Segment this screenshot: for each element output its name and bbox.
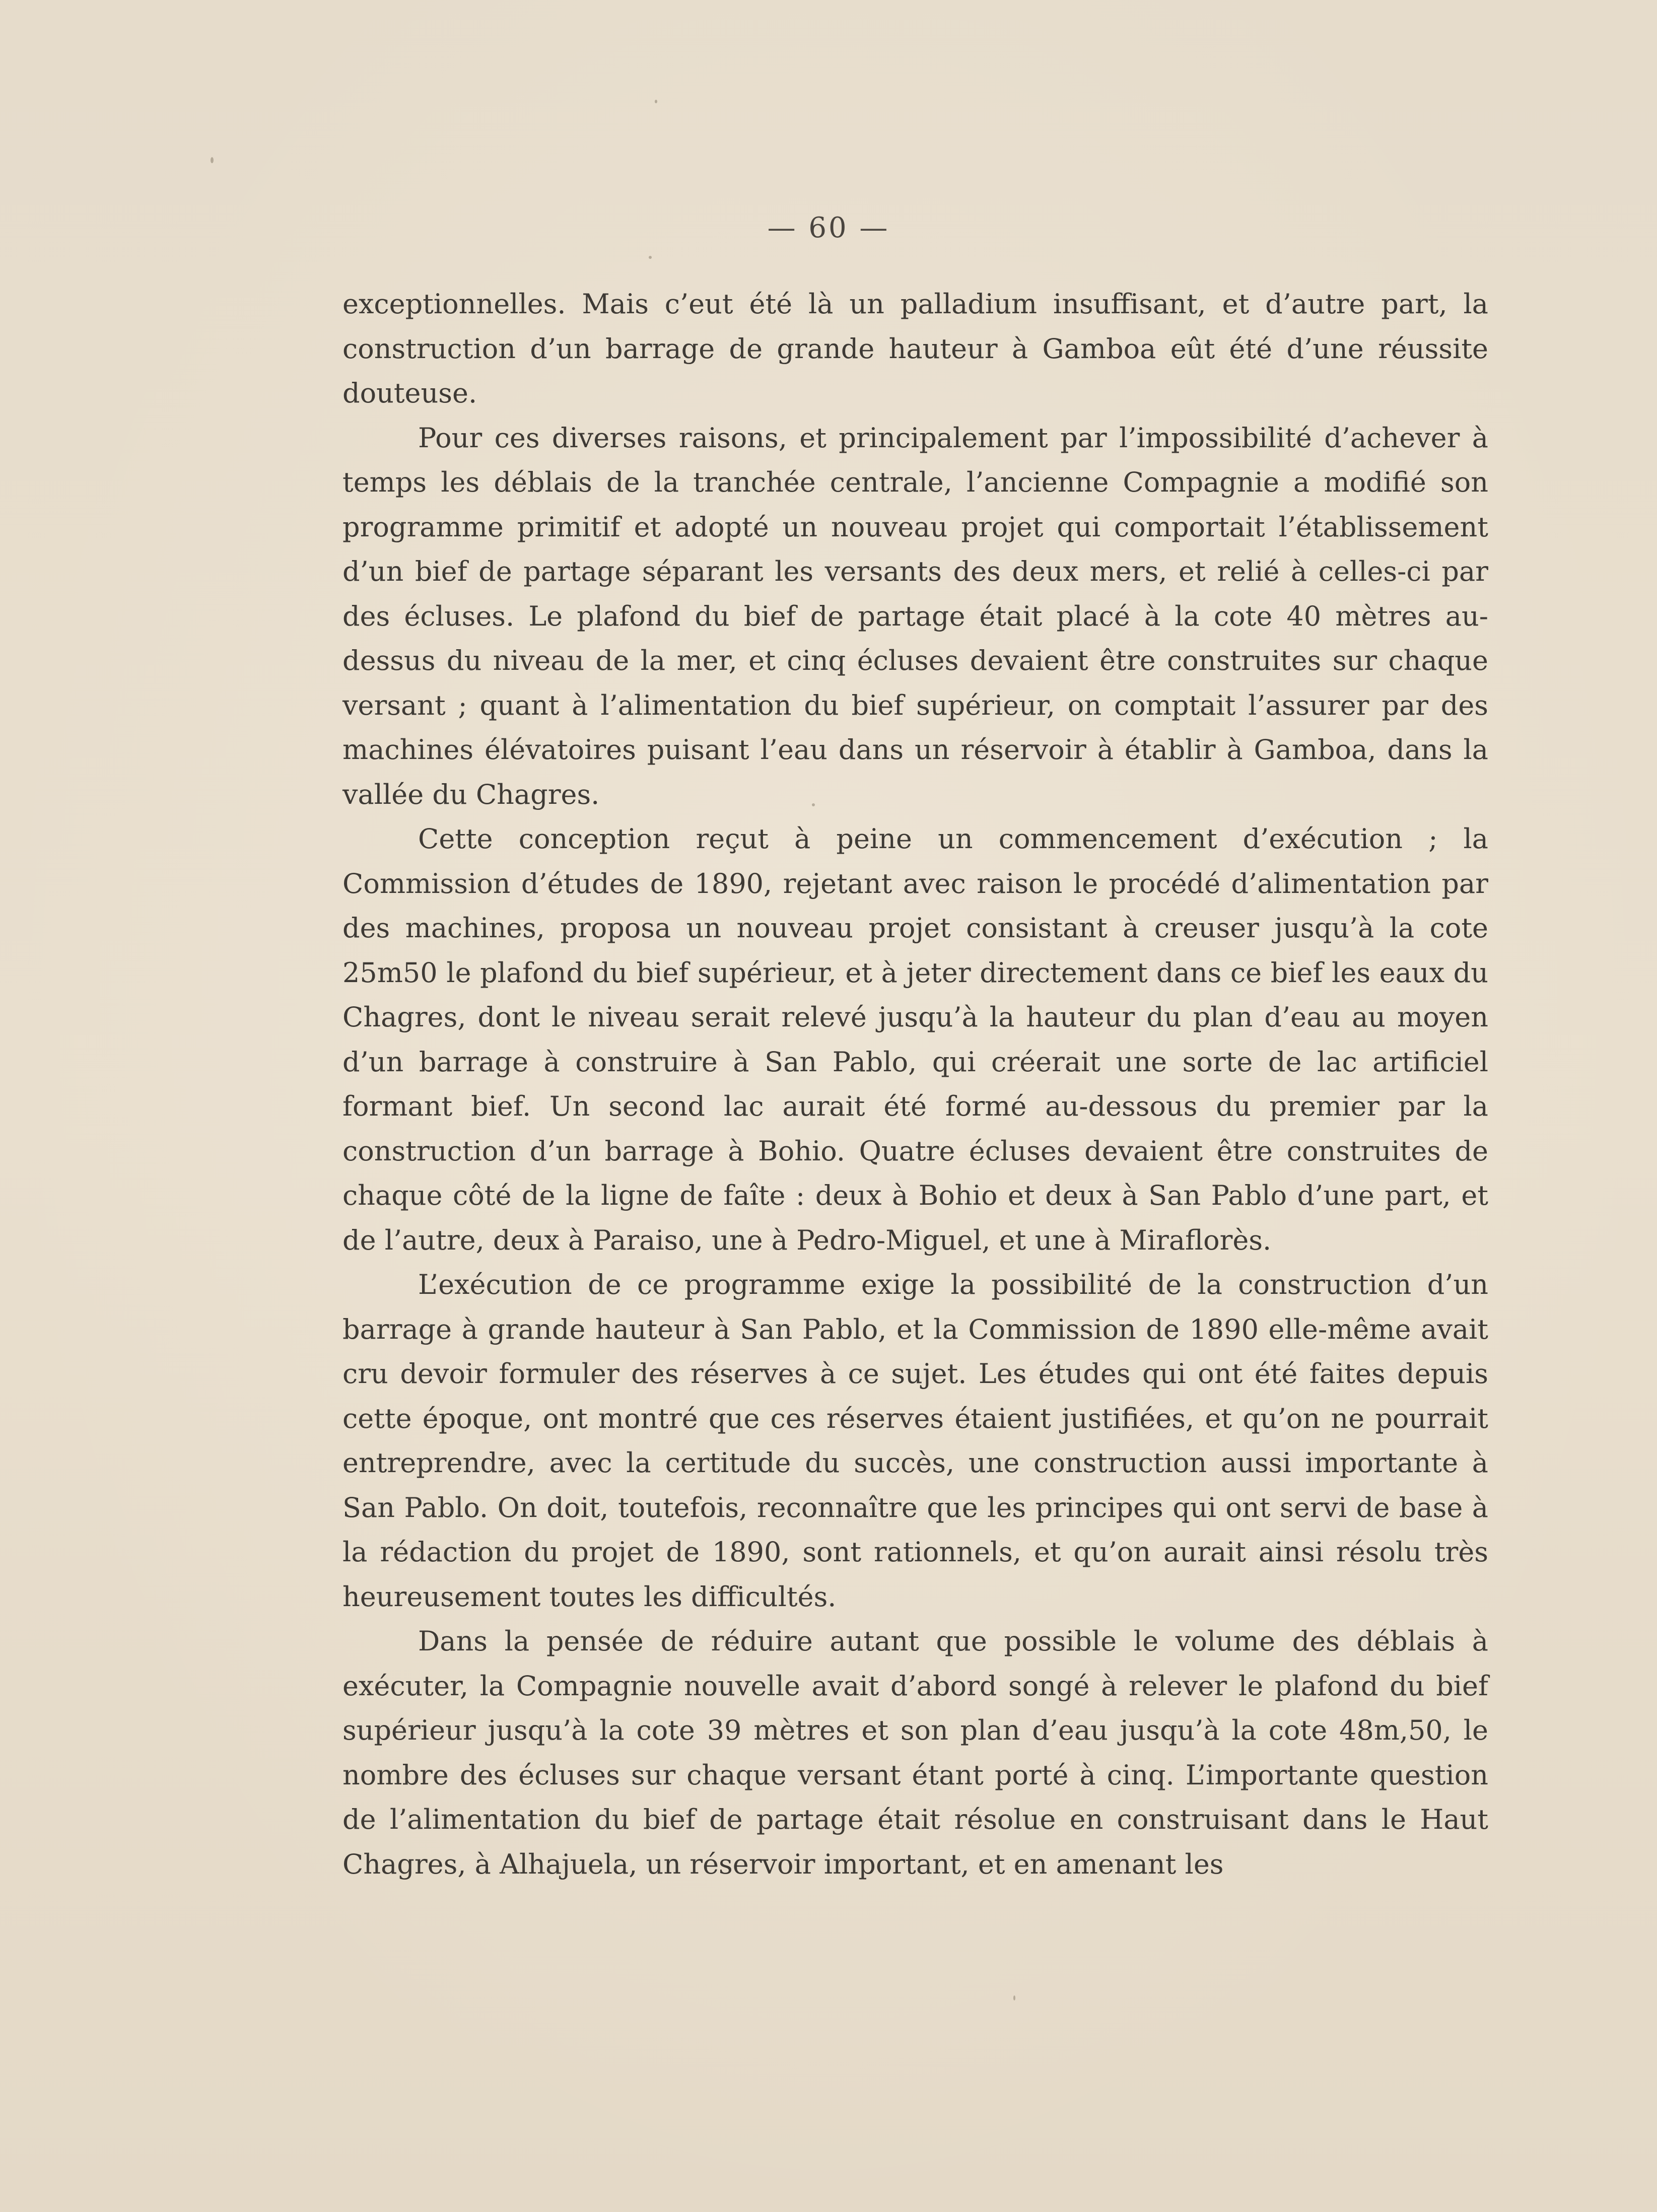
paragraph: L’exécution de ce programme exige la possibilité de la construction d’un barrage à grande hauteur à San Pablo, et la Commission de 1890 elle-même avait cru devoir formuler des réserves à ce sujet. Les études qui ont été faites depuis cette époque, ont montré que ces réserves étaient justifiées, et qu’on ne pourrait entreprendre, avec la certitude du succès, une construction aussi importante à San Pablo. On doit, toutefois, reconnaître que les principes qui ont servi de base à la rédaction du projet de 1890, sont rationnels, et qu’on aurait ainsi résolu très heureusement toutes les difficultés. [342,1269,1488,1613]
paper-speck [211,157,214,163]
paragraph: Pour ces diverses raisons, et principalement par l’impossibilité d’achever à temps les déblais de la tranchée centrale, l’ancienne Compagnie a modifié son programme primitif et adopté un nouveau projet qui comportait l’établissement d’un bief de partage séparant les versants des deux mers, et relié à celles-ci par des écluses. Le plafond du bief de partage était placé à la cote 40 mètres au-dessus du niveau de la mer, et cinq écluses devaient être construites sur chaque versant ; quant à l’alimentation du bief supérieur, on comptait l’assurer par des machines élévatoires puisant l’eau dans un réservoir à établir à Gamboa, dans la vallée du Chagres. [342,422,1488,810]
body-text [342,282,1488,1887]
paragraph: Dans la pensée de réduire autant que possible le volume des déblais à exécuter, la Compagnie nouvelle avait d’abord songé à relever le plafond du bief supérieur jusqu’à la cote 39 mètres et son plan d’eau jusqu’à la cote 48m,50, le nombre des écluses sur chaque versant étant porté à cinq. L’importante question de l’alimentation du bief de partage était résolue en construisant dans le Haut Chagres, à Alhajuela, un réservoir important, et en amenant les [342,1625,1488,1880]
paper-speck [655,100,657,103]
page-number: — 60 — [767,212,890,244]
paragraph-continuation: exceptionnelles. Mais c’eut été là un palladium insuffisant, et d’autre part, la construction d’un barrage de grande hauteur à Gamboa eût été d’une réussite douteuse. [342,288,1488,409]
paper-speck [649,256,652,259]
paper-speck [1013,1995,1015,2000]
paragraph: Cette conception reçut à peine un commencement d’exécution ; la Commission d’études de 1890, rejetant avec raison le procédé d’alimentation par des machines, proposa un nouveau projet consistant à creuser jusqu’à la cote 25m50 le plafond du bief supérieur, et à jeter directement dans ce bief les eaux du Chagres, dont le niveau serait relevé jusqu’à la hauteur du plan d’eau au moyen d’un barrage à construire à San Pablo, qui créerait une sorte de lac artificiel formant bief. Un second lac aurait été formé au-dessous du premier par la construction d’un barrage à Bohio. Quatre écluses devaient être construites de chaque côté de la ligne de faîte : deux à Bohio et deux à San Pablo d’une part, et de l’autre, deux à Paraiso, une à Pedro-Miguel, et une à Miraflorès. [342,823,1488,1256]
